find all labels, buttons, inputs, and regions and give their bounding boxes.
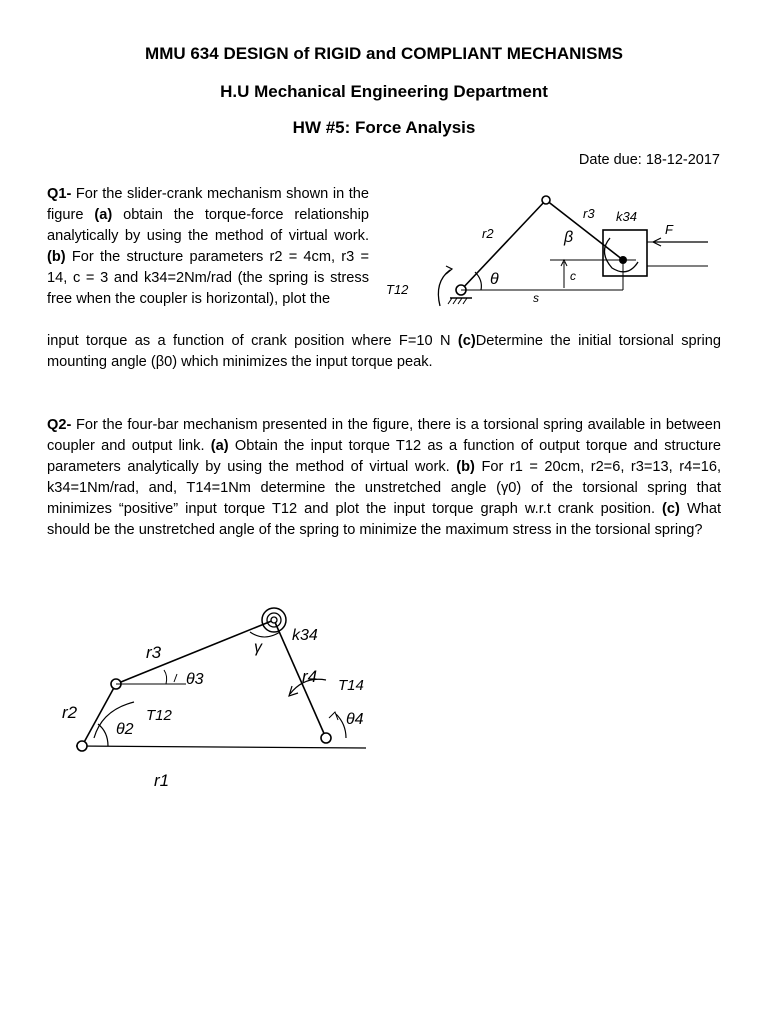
q1-text-full bbox=[47, 331, 721, 373]
q1-part-b: (b) bbox=[47, 249, 66, 265]
q2-text-2: Obtain the input torque T12 as a function of output torque and structure parameters analytically by using the method of virtual work. bbox=[47, 438, 721, 475]
torsion-spring bbox=[604, 238, 638, 272]
q2-text-1: For the four-bar mechanism presented in the figure, there is a torsional spring available in between coupler and output link. bbox=[47, 417, 721, 454]
q1-line-5: method of virtual work. bbox=[214, 228, 369, 244]
label-t14: T14 bbox=[338, 677, 364, 694]
q1-line-11: Determine the initial torsional bbox=[475, 333, 674, 349]
label-gamma: γ bbox=[254, 639, 262, 656]
q1-line-8: and k34=2Nm/rad (the spring is stress free bbox=[47, 270, 369, 307]
q1-line-10: input torque as a function of crank position where F=10 N bbox=[47, 333, 451, 349]
label-r2: r2 bbox=[482, 226, 494, 241]
crank-link bbox=[461, 200, 546, 290]
label-k34-q2: k34 bbox=[292, 627, 318, 644]
label-r2-q2: r2 bbox=[62, 703, 78, 722]
hw-title: HW #5: Force Analysis bbox=[292, 118, 476, 137]
department-title: H.U Mechanical Engineering Department bbox=[220, 82, 548, 101]
q1-line-12: spring mounting angle (β0) which minimizes the input torque peak. bbox=[47, 333, 721, 370]
q1-part-a: (a) bbox=[94, 207, 113, 223]
q2-part-b: (b) bbox=[456, 459, 475, 475]
label-r3: r3 bbox=[583, 206, 595, 221]
crank-coupler-pin bbox=[542, 196, 550, 204]
q1-line-2: in the figure bbox=[47, 186, 369, 223]
q2-text-3: For r1 = 20cm, r2=6, r3=13, r4=16, k34=1Nm/rad, and, T14=1Nm determine the unstretched angle (γ0) of the torsional spring that minimizes “positive” input torque T12 and plot the input torque graph w.r.t crank position. bbox=[47, 459, 722, 517]
q1-line-4: relationship analytically by using the bbox=[47, 207, 370, 244]
q1-text-left bbox=[47, 184, 369, 310]
label-beta: β bbox=[564, 229, 574, 246]
label-theta3: θ3 bbox=[186, 671, 204, 688]
joint-o4 bbox=[321, 733, 331, 743]
label-r4: r4 bbox=[302, 667, 318, 686]
q2-text bbox=[47, 415, 721, 541]
crank-link-r2 bbox=[82, 684, 116, 746]
label-theta: θ bbox=[490, 271, 499, 288]
joint-o2 bbox=[77, 741, 87, 751]
label-theta2: θ2 bbox=[116, 721, 134, 738]
q2-part-a: (a) bbox=[210, 438, 229, 454]
label-s: s bbox=[533, 291, 539, 305]
slider-crank-figure bbox=[378, 186, 723, 316]
ground-link bbox=[76, 746, 366, 748]
q2-tag: Q2- bbox=[47, 417, 72, 433]
label-k34: k34 bbox=[616, 209, 637, 224]
q2-text-4: What should be the unstretched angle of the spring to minimize the maximum stress in the torsional spring? bbox=[47, 501, 721, 538]
q1-tag: Q1- bbox=[47, 186, 72, 202]
date-due: Date due: 18-12-2017 bbox=[578, 152, 720, 168]
four-bar-figure bbox=[46, 600, 396, 800]
label-c: c bbox=[570, 269, 576, 283]
q1-line-6: For the bbox=[71, 249, 121, 265]
label-r3-q2: r3 bbox=[146, 643, 162, 662]
label-t12: T12 bbox=[386, 282, 409, 297]
slider-pin bbox=[619, 256, 627, 264]
label-r1: r1 bbox=[154, 771, 170, 790]
q1-line-7: structure parameters r2 = 4cm, r3 = 14, c = 3 bbox=[47, 249, 369, 286]
label-theta4: θ4 bbox=[346, 711, 364, 728]
q2-part-c: (c) bbox=[662, 501, 680, 517]
label-f: F bbox=[665, 222, 673, 237]
q1-line-1: For the slider-crank mechanism shown bbox=[75, 186, 329, 202]
q1-line-9: when the coupler is horizontal), plot the bbox=[76, 291, 331, 307]
slider-block bbox=[603, 230, 647, 276]
course-title: MMU 634 DESIGN of RIGID and COMPLIANT MECHANISMS bbox=[145, 44, 623, 63]
q1-line-3: obtain the torque-force bbox=[123, 207, 284, 223]
label-t12-q2: T12 bbox=[146, 707, 172, 724]
t12-arrow bbox=[438, 270, 450, 306]
q1-part-c: (c) bbox=[457, 333, 476, 349]
